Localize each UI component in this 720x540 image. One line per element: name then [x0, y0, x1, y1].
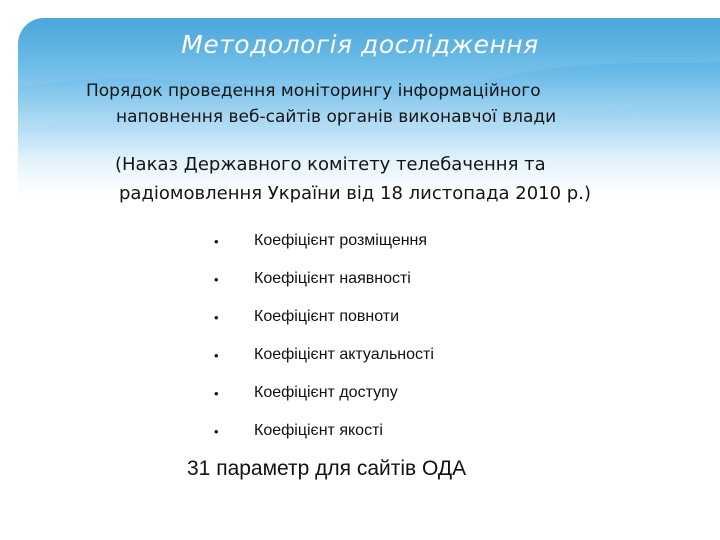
bullet-icon: • — [214, 385, 219, 401]
slide-title: Методологія дослідження — [181, 30, 539, 59]
coefficient-label: Коефіцієнт наявності — [254, 270, 411, 287]
coefficient-list — [214, 222, 434, 450]
bullet-icon: • — [214, 309, 219, 325]
bullet-icon: • — [214, 347, 219, 363]
list-item — [214, 260, 434, 298]
coefficient-label: Коефіцієнт повноти — [254, 308, 400, 325]
list-item — [214, 374, 434, 412]
coefficient-label: Коефіцієнт доступу — [254, 384, 398, 401]
list-item — [214, 336, 434, 374]
slide-subtitle — [86, 78, 686, 130]
order-line-2: радіомовлення України від 18 листопада 2010 р.) — [119, 183, 591, 204]
parameter-count-note: 31 параметр для сайтів ОДА — [187, 457, 467, 480]
list-item — [214, 412, 434, 450]
order-line-1: (Наказ Державного комітету телебачення та — [115, 154, 546, 175]
bullet-icon: • — [214, 423, 219, 439]
subtitle-line-2: наповнення веб-сайтів органів виконавчої влади — [116, 107, 557, 127]
bullet-icon: • — [214, 233, 219, 249]
subtitle-line-1: Порядок проведення моніторингу інформаційного — [86, 81, 541, 101]
order-reference — [115, 150, 705, 208]
coefficient-label: Коефіцієнт розміщення — [254, 232, 428, 249]
list-item — [214, 298, 434, 336]
coefficient-label: Коефіцієнт якості — [254, 422, 383, 439]
list-item — [214, 222, 434, 260]
coefficient-label: Коефіцієнт актуальності — [254, 346, 434, 363]
bullet-icon: • — [214, 271, 219, 287]
